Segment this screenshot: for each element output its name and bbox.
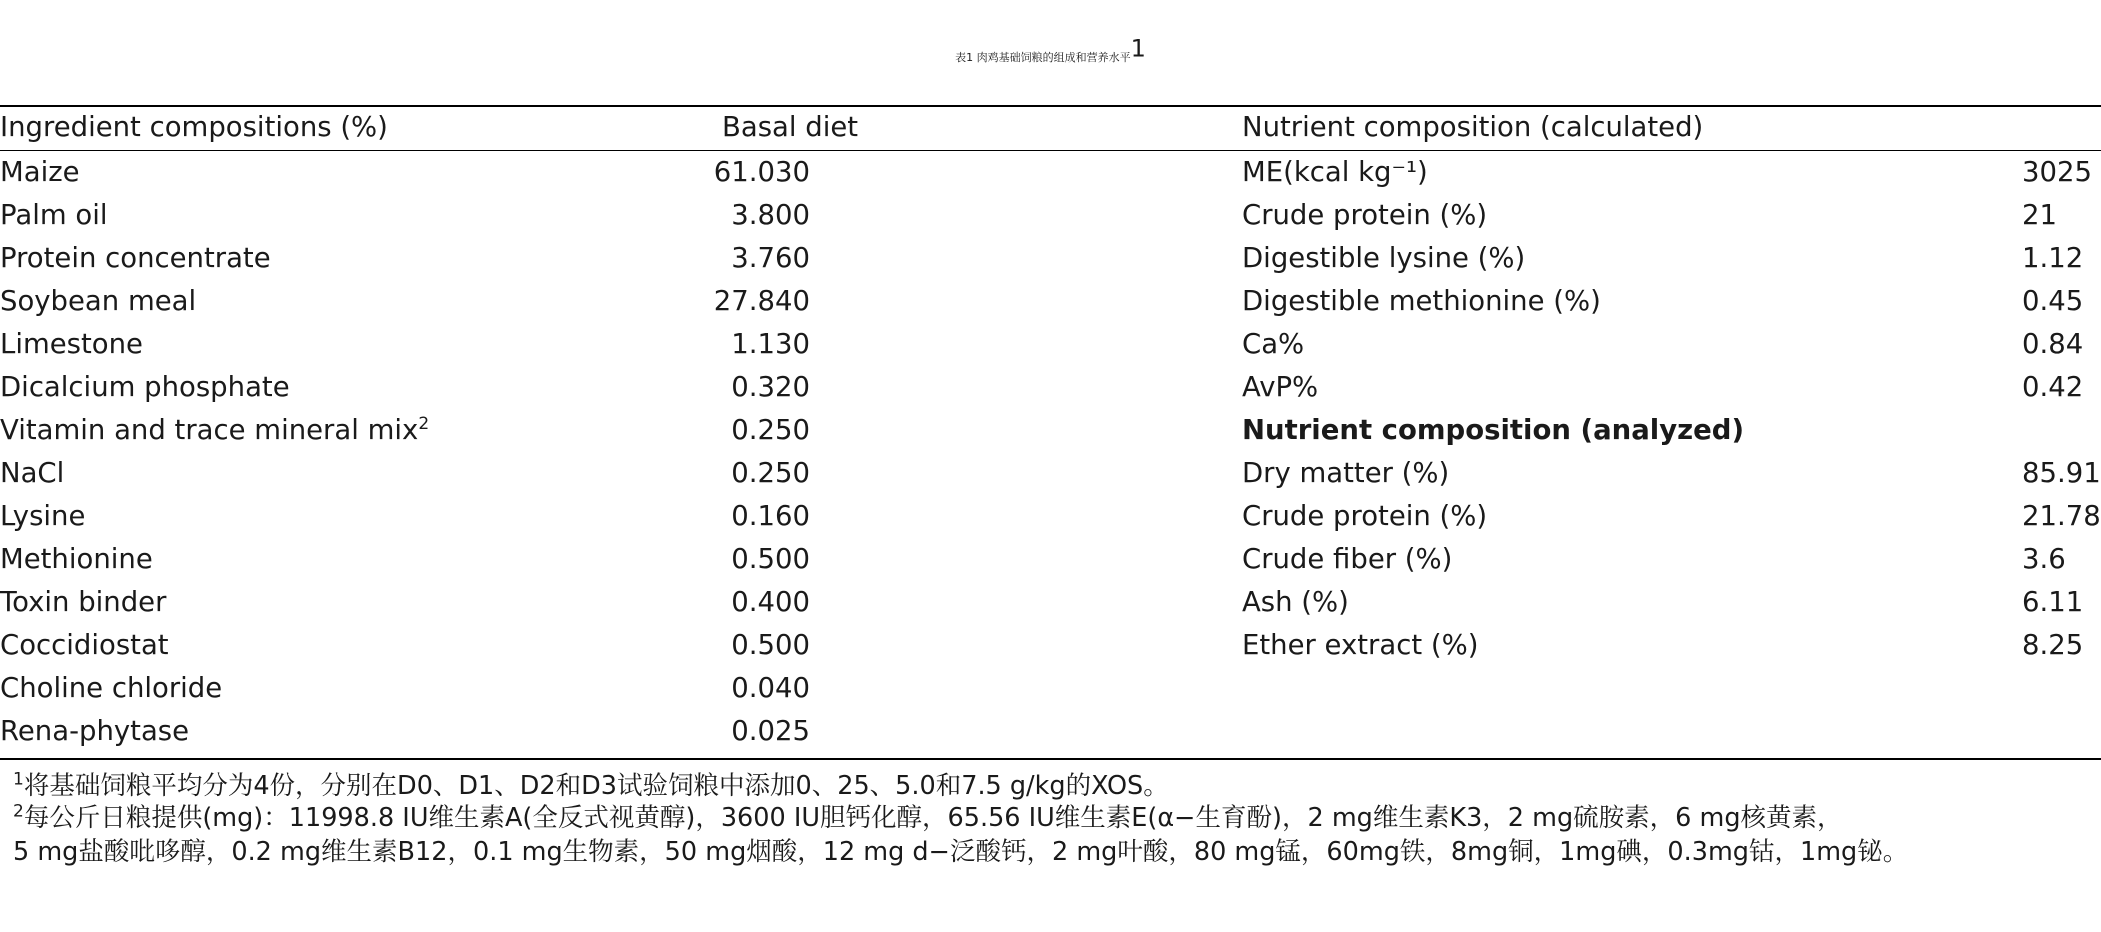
basal-diet-value: 0.320 — [731, 371, 810, 403]
table-row — [0, 151, 2101, 194]
basal-diet-value: 0.160 — [731, 500, 810, 532]
footnote-1-text: 将基础饲粮平均分为4份，分别在D0、D1、D2和D3试验饲粮中添加0、25、5.0和7.5 g/kg的XOS。 — [23, 771, 1169, 801]
nutrient-value: 21.78 — [2022, 500, 2101, 532]
table-title-text: 表1 肉鸡基础饲粮的组成和营养水平 — [955, 51, 1131, 64]
table-row — [0, 710, 2101, 753]
ingredient-name-text: Protein concentrate — [0, 242, 271, 274]
basal-diet-value: 0.400 — [731, 586, 810, 618]
basal-diet-value: 3.760 — [731, 242, 810, 274]
nutrient-value: 85.91 — [2022, 457, 2101, 489]
footnote-2-text-line1: 每公斤日粮提供(mg)：11998.8 IU维生素A(全反式视黄醇)，3600 IU胆钙化醇，65.56 IU维生素E(α−生育酚)，2 mg维生素K3，2 mg硫胺素，6 mg核黄素， — [23, 803, 1843, 833]
table-row — [0, 452, 2101, 495]
ingredient-name-text: Soybean meal — [0, 285, 197, 317]
ingredient-name-text: Maize — [0, 156, 80, 188]
ingredient-name-text: Vitamin and trace mineral mix — [0, 414, 419, 446]
nutrient-value: 6.11 — [2022, 586, 2084, 618]
header-row — [0, 106, 2101, 149]
ingredient-name — [0, 624, 169, 667]
nutrient-name: Ca% — [1242, 328, 1305, 360]
bottom-rule — [0, 758, 2101, 760]
ingredient-name — [0, 710, 189, 753]
nutrient-name: Ash (%) — [1242, 586, 1349, 618]
ingredient-name — [0, 409, 429, 452]
nutrient-name: Crude fiber (%) — [1242, 543, 1453, 575]
basal-diet-value: 0.250 — [731, 414, 810, 446]
nutrient-value: 3.6 — [2022, 543, 2066, 575]
ingredient-name-text: Limestone — [0, 328, 143, 360]
ingredient-name — [0, 194, 107, 237]
section-heading-analyzed: Nutrient composition (analyzed) — [1242, 414, 1745, 446]
nutrient-value: 8.25 — [2022, 629, 2084, 661]
table-title-footnote-marker: 1 — [1130, 34, 1146, 63]
nutrient-value: 1.12 — [2022, 242, 2084, 274]
table-row — [0, 366, 2101, 409]
basal-diet-value: 3.800 — [731, 199, 810, 231]
nutrient-value: 0.84 — [2022, 328, 2084, 360]
header-nutrient-calculated: Nutrient composition (calculated) — [1242, 111, 1704, 143]
nutrient-name: Crude protein (%) — [1242, 500, 1488, 532]
ingredient-name-text: Methionine — [0, 543, 153, 575]
ingredient-name — [0, 581, 166, 624]
basal-diet-value: 0.025 — [731, 715, 810, 747]
table-title — [0, 28, 2101, 88]
basal-diet-value: 0.040 — [731, 672, 810, 704]
table-row — [0, 323, 2101, 366]
nutrient-name: Crude protein (%) — [1242, 199, 1488, 231]
nutrient-name: Digestible lysine (%) — [1242, 242, 1526, 274]
footnote-1-marker: 1 — [13, 769, 24, 790]
ingredient-name — [0, 237, 271, 280]
ingredient-name-text: Lysine — [0, 500, 86, 532]
ingredient-name — [0, 495, 85, 538]
ingredient-name-text: Choline chloride — [0, 672, 223, 704]
table-row — [0, 495, 2101, 538]
ingredient-name — [0, 452, 64, 495]
nutrient-value: 0.42 — [2022, 371, 2084, 403]
ingredient-name — [0, 667, 222, 710]
ingredient-name-text: Coccidiostat — [0, 629, 169, 661]
ingredient-name — [0, 538, 153, 581]
ingredient-name-text: Rena-phytase — [0, 715, 190, 747]
basal-diet-value: 1.130 — [731, 328, 810, 360]
nutrient-name: AvP% — [1242, 371, 1319, 403]
nutrient-name: ME(kcal kg⁻¹) — [1242, 156, 1428, 188]
table-row — [0, 409, 2101, 452]
footnote-marker: 2 — [418, 413, 430, 434]
ingredient-name-text: NaCl — [0, 457, 65, 489]
ingredient-name — [0, 151, 80, 194]
nutrient-value: 0.45 — [2022, 285, 2084, 317]
footnote-2-marker: 2 — [13, 801, 24, 822]
footnote-2-continued — [13, 833, 1908, 871]
nutrient-name: Digestible methionine (%) — [1242, 285, 1601, 317]
basal-diet-value: 0.250 — [731, 457, 810, 489]
nutrient-name: Ether extract (%) — [1242, 629, 1479, 661]
header-ingredient: Ingredient compositions (%) — [0, 111, 388, 143]
table-row — [0, 667, 2101, 710]
table-row — [0, 194, 2101, 237]
table-row — [0, 538, 2101, 581]
basal-diet-value: 61.030 — [713, 156, 810, 188]
basal-diet-value: 0.500 — [731, 543, 810, 575]
table-row — [0, 237, 2101, 280]
nutrient-name: Dry matter (%) — [1242, 457, 1450, 489]
basal-diet-value: 27.840 — [713, 285, 810, 317]
nutrient-value: 3025 — [2022, 156, 2092, 188]
ingredient-name — [0, 366, 290, 409]
ingredient-name — [0, 280, 196, 323]
footnote-2-text-line2: 5 mg盐酸吡哆醇，0.2 mg维生素B12，0.1 mg生物素，50 mg烟酸，12 mg d−泛酸钙，2 mg叶酸，80 mg锰，60mg铁，8mg铜，1mg碘，0.3mg钴，1mg铋。 — [13, 837, 1909, 867]
basal-diet-value: 0.500 — [731, 629, 810, 661]
table-row — [0, 624, 2101, 667]
table-row — [0, 581, 2101, 624]
ingredient-name-text: Toxin binder — [0, 586, 167, 618]
ingredient-name-text: Dicalcium phosphate — [0, 371, 290, 403]
header-basal-diet: Basal diet — [722, 111, 859, 143]
ingredient-name — [0, 323, 143, 366]
ingredient-name-text: Palm oil — [0, 199, 108, 231]
nutrient-value: 21 — [2022, 199, 2057, 231]
footnote-2 — [13, 799, 1843, 837]
table-row — [0, 280, 2101, 323]
